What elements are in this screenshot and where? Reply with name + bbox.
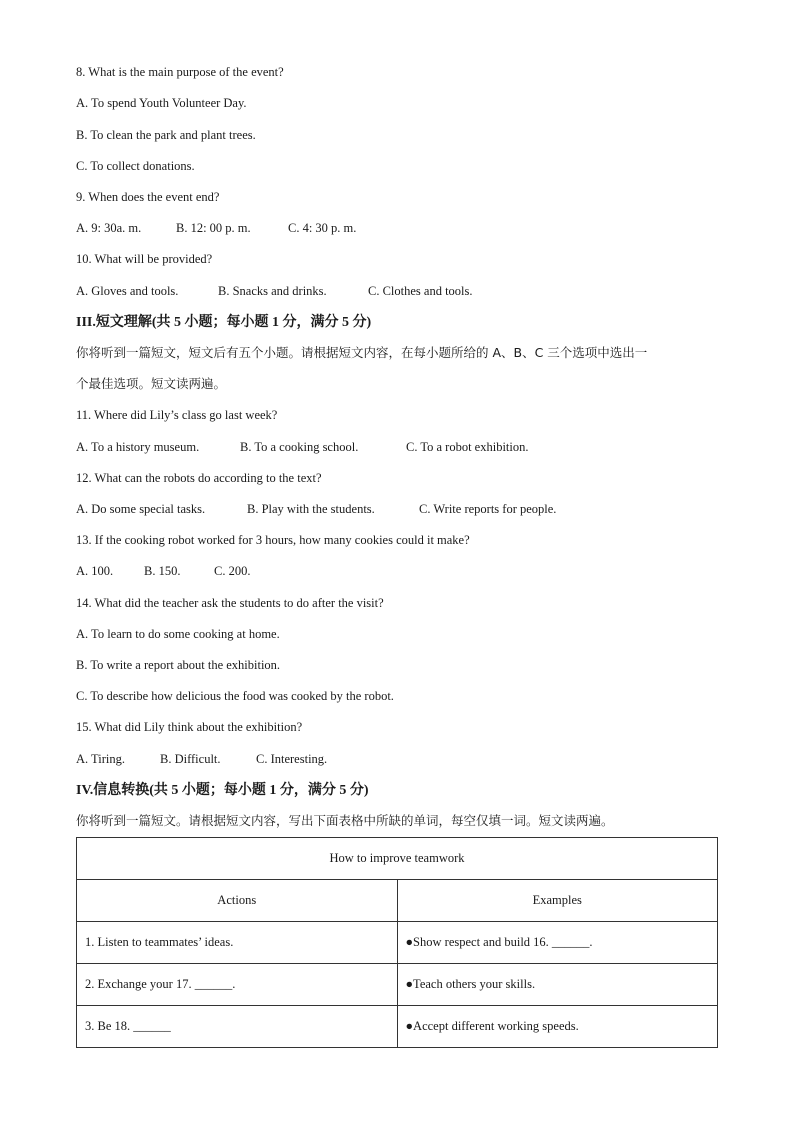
table-cell-example: ●Accept different working speeds.: [397, 1006, 718, 1048]
question-13-options: [76, 563, 250, 579]
table-cell-action: 2. Exchange your 17. ______.: [77, 964, 398, 1006]
table-cell-example: ●Teach others your skills.: [397, 964, 718, 1006]
question-11-option-c: C. To a robot exhibition.: [406, 440, 529, 454]
section-3-heading: III.短文理解(共 5 小题；每小题 1 分，满分 5 分): [76, 315, 372, 330]
question-8-stem: 8. What is the main purpose of the event?: [76, 65, 284, 79]
question-15-options: [76, 751, 327, 767]
question-15-stem: 15. What did Lily think about the exhibition?: [76, 720, 303, 734]
table-row: [77, 1006, 718, 1048]
question-8-option-a: A. To spend Youth Volunteer Day.: [76, 96, 247, 110]
question-11-stem: 11. Where did Lily’s class go last week?: [76, 408, 278, 422]
section-4-instruction: 你将听到一篇短文。请根据短文内容，写出下面表格中所缺的单词，每空仅填一词。短文读两遍。: [76, 813, 614, 828]
table-cell-action: 1. Listen to teammates’ ideas.: [77, 922, 398, 964]
question-11-option-a: A. To a history museum.: [76, 440, 200, 454]
table-header-row: [77, 880, 718, 922]
question-9-stem: 9. When does the event end?: [76, 190, 220, 204]
teamwork-table: [76, 837, 718, 1048]
question-13-option-c: C. 200.: [214, 564, 251, 578]
question-14-option-a: A. To learn to do some cooking at home.: [76, 627, 280, 641]
table-row: [77, 964, 718, 1006]
table-row: [77, 922, 718, 964]
question-11-option-b: B. To a cooking school.: [240, 440, 359, 454]
question-15-option-c: C. Interesting.: [256, 752, 328, 766]
question-12-option-b: B. Play with the students.: [247, 502, 375, 516]
question-14-option-b: B. To write a report about the exhibition.: [76, 658, 281, 672]
question-9-option-c: C. 4: 30 p. m.: [288, 221, 357, 235]
question-10-stem: 10. What will be provided?: [76, 252, 213, 266]
question-13-stem: 13. If the cooking robot worked for 3 hours, how many cookies could it make?: [76, 533, 470, 547]
question-12-options: [76, 501, 556, 517]
column-header-examples: Examples: [397, 880, 718, 922]
table-title: How to improve teamwork: [77, 838, 718, 880]
question-12-stem: 12. What can the robots do according to the text?: [76, 471, 322, 485]
question-8-option-b: B. To clean the park and plant trees.: [76, 128, 256, 142]
question-14-stem: 14. What did the teacher ask the students to do after the visit?: [76, 596, 384, 610]
question-15-option-b: B. Difficult.: [160, 752, 221, 766]
question-13-option-a: A. 100.: [76, 564, 114, 578]
section-3-instruction-line-1: 你将听到一篇短文，短文后有五个小题。请根据短文内容，在每小题所给的 A、B、C 三个选项中选出一: [76, 345, 648, 360]
question-8-option-c: C. To collect donations.: [76, 159, 195, 173]
question-9-option-b: B. 12: 00 p. m.: [176, 221, 251, 235]
table-cell-action: 3. Be 18. ______: [77, 1006, 398, 1048]
question-12-option-c: C. Write reports for people.: [419, 502, 557, 516]
section-3-instruction-line-2: 个最佳选项。短文读两遍。: [76, 376, 227, 391]
question-15-option-a: A. Tiring.: [76, 752, 125, 766]
question-10-option-a: A. Gloves and tools.: [76, 284, 179, 298]
question-10-options: [76, 283, 473, 299]
table-cell-example: ●Show respect and build 16. ______.: [397, 922, 718, 964]
question-14-option-c: C. To describe how delicious the food was cooked by the robot.: [76, 689, 394, 703]
question-12-option-a: A. Do some special tasks.: [76, 502, 206, 516]
section-4-heading: IV.信息转换(共 5 小题；每小题 1 分，满分 5 分): [76, 783, 369, 798]
table-title-row: [77, 838, 718, 880]
column-header-actions: Actions: [77, 880, 398, 922]
question-10-option-c: C. Clothes and tools.: [368, 284, 473, 298]
question-9-option-a: A. 9: 30a. m.: [76, 221, 142, 235]
question-10-option-b: B. Snacks and drinks.: [218, 284, 327, 298]
question-13-option-b: B. 150.: [144, 564, 181, 578]
question-11-options: [76, 439, 529, 455]
question-9-options: [76, 220, 356, 236]
